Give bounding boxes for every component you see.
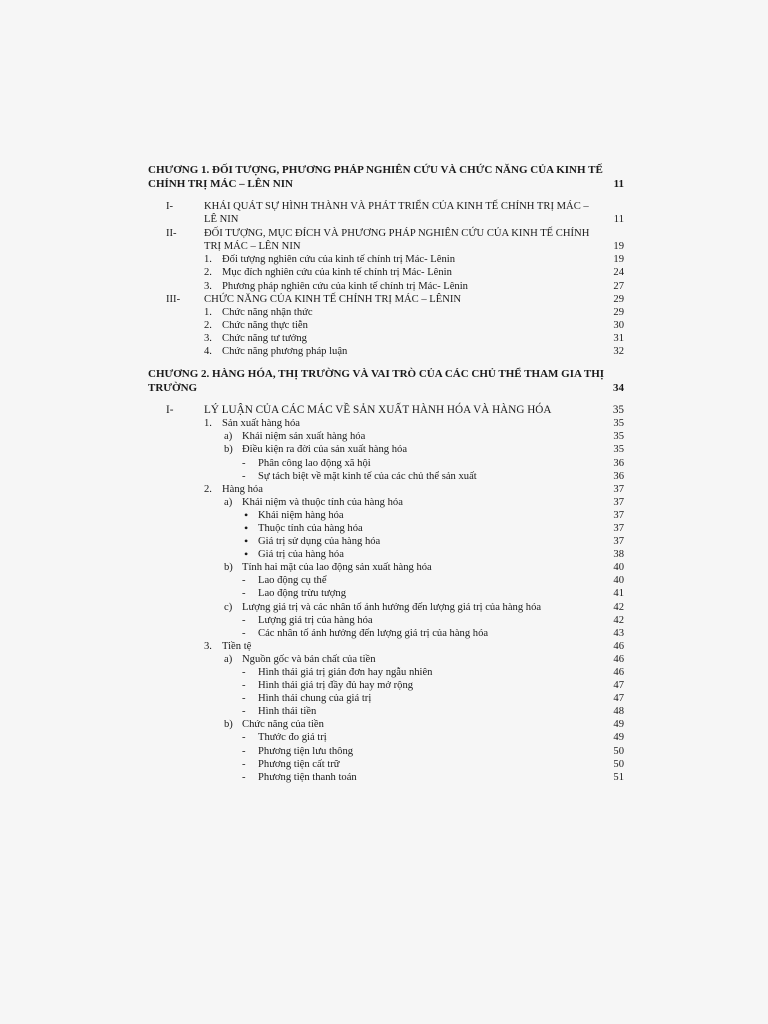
bullet-icon: • [244,507,249,522]
toc-item [148,535,624,548]
page-number: 35 [613,418,624,430]
item-number: - [242,732,246,744]
item-title: Tính hai mặt của lao động sản xuất hàng hóa [242,562,432,574]
item-title: Chức năng nhận thức [222,306,313,318]
page-number: 11 [613,177,624,190]
page-number: 51 [613,771,624,783]
toc-item [148,548,624,561]
item-title: Hàng hóa [222,483,263,495]
chapter-title-line: TRƯỜNG [148,381,198,394]
item-number: - [242,745,246,757]
page-number: 35 [613,431,624,443]
page-number: 36 [613,470,624,482]
item-title: Các nhân tố ảnh hưởng đến lượng giá trị của hàng hóa [258,627,489,639]
item-number: a) [224,653,233,665]
chapter-1-heading [148,164,624,191]
item-title: Tiền tệ [222,640,252,652]
item-title: Nguồn gốc và bản chất của tiền [242,653,376,665]
item-number: 2. [204,267,212,279]
toc-item [148,280,624,293]
toc-item [148,679,624,692]
toc-item [148,417,624,430]
toc-item [148,731,624,744]
toc-item [148,253,624,266]
page-number: 37 [613,522,624,534]
toc-item [148,758,624,771]
toc-item [148,496,624,509]
page-number: 46 [613,640,624,652]
item-title: Giá trị sử dụng của hàng hóa [258,536,381,548]
item-title: Chức năng thực tiễn [222,319,308,331]
toc-item [148,319,624,332]
section-title: CHỨC NĂNG CỦA KINH TẾ CHÍNH TRỊ MÁC – LÊNIN [204,293,462,305]
toc-item [148,306,624,319]
page-number: 42 [613,614,624,626]
toc-item [148,666,624,679]
section-title: TRỊ MÁC – LÊN NIN [204,241,301,253]
toc-item [148,345,624,358]
chapter-2-heading [148,368,624,395]
toc-item [148,457,624,470]
page-number: 29 [613,293,624,305]
item-number: - [242,575,246,587]
item-number: 3. [204,640,212,652]
item-title: Chức năng phương pháp luận [222,346,348,358]
item-number: a) [224,496,233,508]
page-number: 27 [613,280,624,292]
item-number: 3. [204,280,212,292]
toc-item [148,587,624,600]
item-number: 1. [204,254,212,266]
toc-item [148,601,624,614]
page-number: 37 [613,536,624,548]
section-number: I- [166,404,174,417]
page-number: 37 [613,509,624,521]
page-number: 50 [613,745,624,757]
item-number: - [242,706,246,718]
page-number: 30 [613,319,624,331]
item-title: Phương tiện thanh toán [258,771,357,783]
item-title: Sự tách biệt về mặt kinh tế của các chủ thể sản xuất [258,470,477,482]
section-title: ĐỐI TƯỢNG, MỤC ĐÍCH VÀ PHƯƠNG PHÁP NGHIÊN CỨU CỦA KINH TẾ CHÍNH [204,228,590,240]
chapter-title-line: CHÍNH TRỊ MÁC – LÊN NIN [148,177,293,190]
item-title: Lượng giá trị của hàng hóa [258,614,373,626]
toc-item [148,627,624,640]
item-number: 2. [204,483,212,495]
toc-item [148,443,624,456]
item-title: Hình thái chung của giá trị [258,693,372,705]
item-title: Lao động cụ thể [258,575,327,587]
table-of-contents [148,164,624,784]
toc-item [148,614,624,627]
toc-item [148,640,624,653]
toc-item [148,522,624,535]
item-title: Hình thái tiền [258,706,317,718]
item-title: Phương tiện cất trữ [258,758,340,770]
item-title: Điều kiện ra đời của sản xuất hàng hóa [242,444,408,456]
item-title: Khái niệm sản xuất hàng hóa [242,431,366,443]
page-number: 46 [613,667,624,678]
item-title: Đối tượng nghiên cứu của kinh tế chính trị Mác- Lênin [222,254,456,266]
item-title: Thuộc tính của hàng hóa [258,522,363,534]
page-number: 11 [613,214,624,226]
page-number: 29 [613,306,624,318]
page-number: 19 [613,241,624,253]
item-title: Phân công lao động xã hội [258,457,371,469]
section-number: I- [166,201,174,212]
item-title: Khái niệm và thuộc tính của hàng hóa [242,496,403,508]
page-number: 38 [613,549,624,561]
bullet-icon: • [244,547,249,562]
item-title: Phương pháp nghiên cứu của kinh tế chính trị Mác- Lênin [222,280,468,292]
item-title: Mục đích nghiên cứu của kinh tế chính trị Mác- Lênin [222,267,452,279]
item-number: - [242,667,246,678]
item-title: Sản xuất hàng hóa [222,418,300,430]
toc-section [148,293,624,306]
item-title: Hình thái giá trị giản đơn hay ngẫu nhiên [258,667,433,678]
section-title: LÝ LUẬN CỦA CÁC MÁC VỀ SẢN XUẤT HÀNH HÓA VÀ HÀNG HÓA [204,404,552,417]
item-title: Thước đo giá trị [258,732,327,744]
item-number: - [242,771,246,783]
item-title: Phương tiện lưu thông [258,745,354,757]
item-number: 1. [204,418,212,430]
item-number: b) [224,719,233,731]
page-number: 43 [613,627,624,639]
toc-item [148,430,624,443]
toc-item [148,509,624,522]
toc-item [148,266,624,279]
item-number: - [242,758,246,770]
item-title: Lao động trừu tượng [258,588,346,600]
page-number: 47 [613,693,624,705]
page-number: 40 [613,575,624,587]
page-number: 42 [613,601,624,613]
page-number: 48 [613,706,624,718]
item-number: 2. [204,319,212,331]
chapter-2-entries [148,417,624,784]
section-number: III- [166,293,181,305]
toc-item [148,470,624,483]
toc-item [148,483,624,496]
page-number: 49 [613,719,624,731]
toc-item [148,705,624,718]
toc-item [148,574,624,587]
item-title: Lượng giá trị và các nhân tố ảnh hưởng đến lượng giá trị của hàng hóa [242,601,542,613]
bullet-icon: • [244,534,249,549]
chapter-title-line: CHƯƠNG 2. HÀNG HÓA, THỊ TRƯỜNG VÀ VAI TRÒ CỦA CÁC CHỦ THỂ THAM GIA THỊ [148,368,605,381]
page-number: 47 [613,680,624,692]
section-title: KHÁI QUÁT SỰ HÌNH THÀNH VÀ PHÁT TRIỂN CỦA KINH TẾ CHÍNH TRỊ MÁC – [204,201,589,212]
page-number: 19 [613,254,624,266]
page-number: 49 [613,732,624,744]
page-number: 37 [613,496,624,508]
page-number: 37 [613,483,624,495]
item-number: c) [224,601,233,613]
toc-item [148,771,624,784]
page-number: 31 [613,332,624,344]
page-number: 35 [613,444,624,456]
toc-item [148,561,624,574]
page-number: 32 [613,346,624,358]
toc-item [148,692,624,705]
item-number: - [242,470,246,482]
chapter-title-line: CHƯƠNG 1. ĐỐI TƯỢNG, PHƯƠNG PHÁP NGHIÊN CỨU VÀ CHỨC NĂNG CỦA KINH TẾ [148,164,603,176]
section-number: II- [166,228,177,240]
item-number: 1. [204,306,212,318]
item-title: Chức năng của tiền [242,719,324,731]
page-number: 34 [613,381,624,394]
item-number: 4. [204,346,212,358]
page-number: 40 [613,562,624,574]
toc-section [148,227,624,253]
item-number: b) [224,562,233,574]
item-title: Hình thái giá trị đầy đủ hay mở rộng [258,680,414,692]
page-number: 35 [612,404,624,417]
item-title: Giá trị của hàng hóa [258,549,344,561]
toc-section [148,404,624,417]
item-title: Chức năng tư tưởng [222,332,307,344]
toc-item [148,718,624,731]
section-title: LÊ NIN [204,214,239,226]
item-number: b) [224,444,233,456]
item-number: - [242,693,246,705]
item-number: - [242,614,246,626]
toc-item [148,332,624,345]
toc-item [148,653,624,666]
item-number: a) [224,431,233,443]
item-number: - [242,588,246,600]
bullet-icon: • [244,520,249,535]
page-number: 41 [613,588,624,600]
item-title: Khái niệm hàng hóa [258,509,344,521]
page-number: 46 [613,653,624,665]
item-number: 3. [204,332,212,344]
page-number: 24 [613,267,624,279]
page-number: 50 [613,758,624,770]
item-number: - [242,680,246,692]
toc-section [148,200,624,226]
item-number: - [242,457,246,469]
page-number: 36 [613,457,624,469]
item-number: - [242,627,246,639]
toc-item [148,745,624,758]
